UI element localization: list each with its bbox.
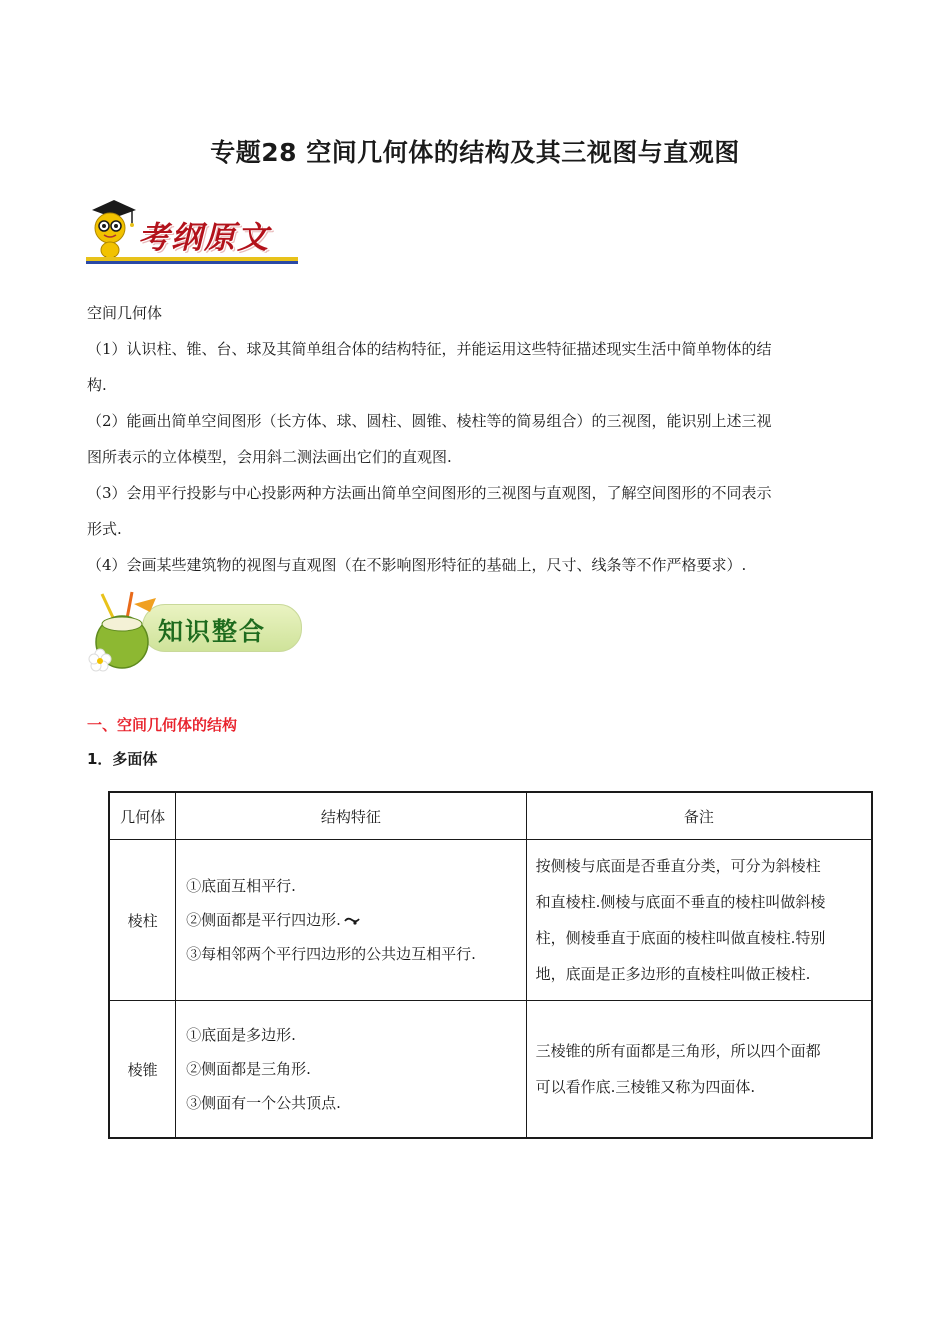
feature-line <box>186 903 518 937</box>
syllabus-heading: 空间几何体 <box>87 304 163 322</box>
note-line: 三棱锥的所有面都是三角形，所以四个面都 <box>535 1042 821 1060</box>
table-cell-name: 棱锥 <box>109 1001 176 1139</box>
feature-line: ①底面是多边形. <box>186 1026 296 1044</box>
table-header: 备注 <box>526 792 872 840</box>
kaogang-banner <box>86 196 301 266</box>
feature-text: ②侧面都是平行四边形. <box>186 911 341 929</box>
table-row <box>109 1001 872 1139</box>
table-header-row <box>109 792 872 840</box>
polyhedron-table <box>108 791 873 1139</box>
syllabus-line: 构. <box>87 376 107 394</box>
table-cell-notes <box>526 840 872 1001</box>
syllabus-line: （3）会用平行投影与中心投影两种方法画出简单空间图形的三视图与直观图，了解空间图形的不同表示 <box>87 484 772 502</box>
note-line: 柱，侧棱垂直于底面的棱柱叫做直棱柱.特别 <box>535 929 826 947</box>
zhishi-banner-label: 知识整合 <box>158 617 267 646</box>
syllabus-line: （2）能画出简单空间图形（长方体、球、圆柱、圆锥、棱柱等的简易组合）的三视图，能识别上述三视 <box>87 412 772 430</box>
small-mark-icon <box>344 916 360 926</box>
syllabus-line: （1）认识柱、锥、台、球及其简单组合体的结构特征，并能运用这些特征描述现实生活中简单物体的结 <box>87 340 772 358</box>
subsection-title: 1．多面体 <box>87 750 158 768</box>
table-cell-name: 棱柱 <box>109 840 176 1001</box>
coconut-drink-icon <box>86 590 166 674</box>
syllabus-line: （4）会画某些建筑物的视图与直观图（在不影响图形特征的基础上，尺寸、线条等不作严格要求）. <box>87 556 747 574</box>
table-cell-notes <box>526 1001 872 1139</box>
kaogang-banner-label: 考纲原文 <box>138 220 270 256</box>
note-line: 按侧棱与底面是否垂直分类，可分为斜棱柱 <box>535 857 821 875</box>
section-title: 一、空间几何体的结构 <box>87 716 238 734</box>
table-header: 几何体 <box>109 792 176 840</box>
table-header: 结构特征 <box>176 792 527 840</box>
table-cell-features <box>176 840 527 1001</box>
zhishi-banner <box>86 590 306 674</box>
table-row <box>109 840 872 1001</box>
note-line: 和直棱柱.侧棱与底面不垂直的棱柱叫做斜棱 <box>535 893 826 911</box>
banner-underline-blue <box>86 261 298 264</box>
note-line: 地，底面是正多边形的直棱柱叫做正棱柱. <box>535 965 811 983</box>
feature-line: ③每相邻两个平行四边形的公共边互相平行. <box>186 945 476 963</box>
syllabus-line: 形式. <box>87 520 122 538</box>
note-line: 可以看作底.三棱锥又称为四面体. <box>535 1078 756 1096</box>
feature-line: ①底面互相平行. <box>186 877 296 895</box>
table-cell-features <box>176 1001 527 1139</box>
graduate-mascot-icon <box>86 196 138 262</box>
page-title: 专题28 空间几何体的结构及其三视图与直观图 <box>210 138 740 167</box>
feature-line: ③侧面有一个公共顶点. <box>186 1094 341 1112</box>
feature-line: ②侧面都是三角形. <box>186 1060 311 1078</box>
syllabus-line: 图所表示的立体模型，会用斜二测法画出它们的直观图. <box>87 448 452 466</box>
